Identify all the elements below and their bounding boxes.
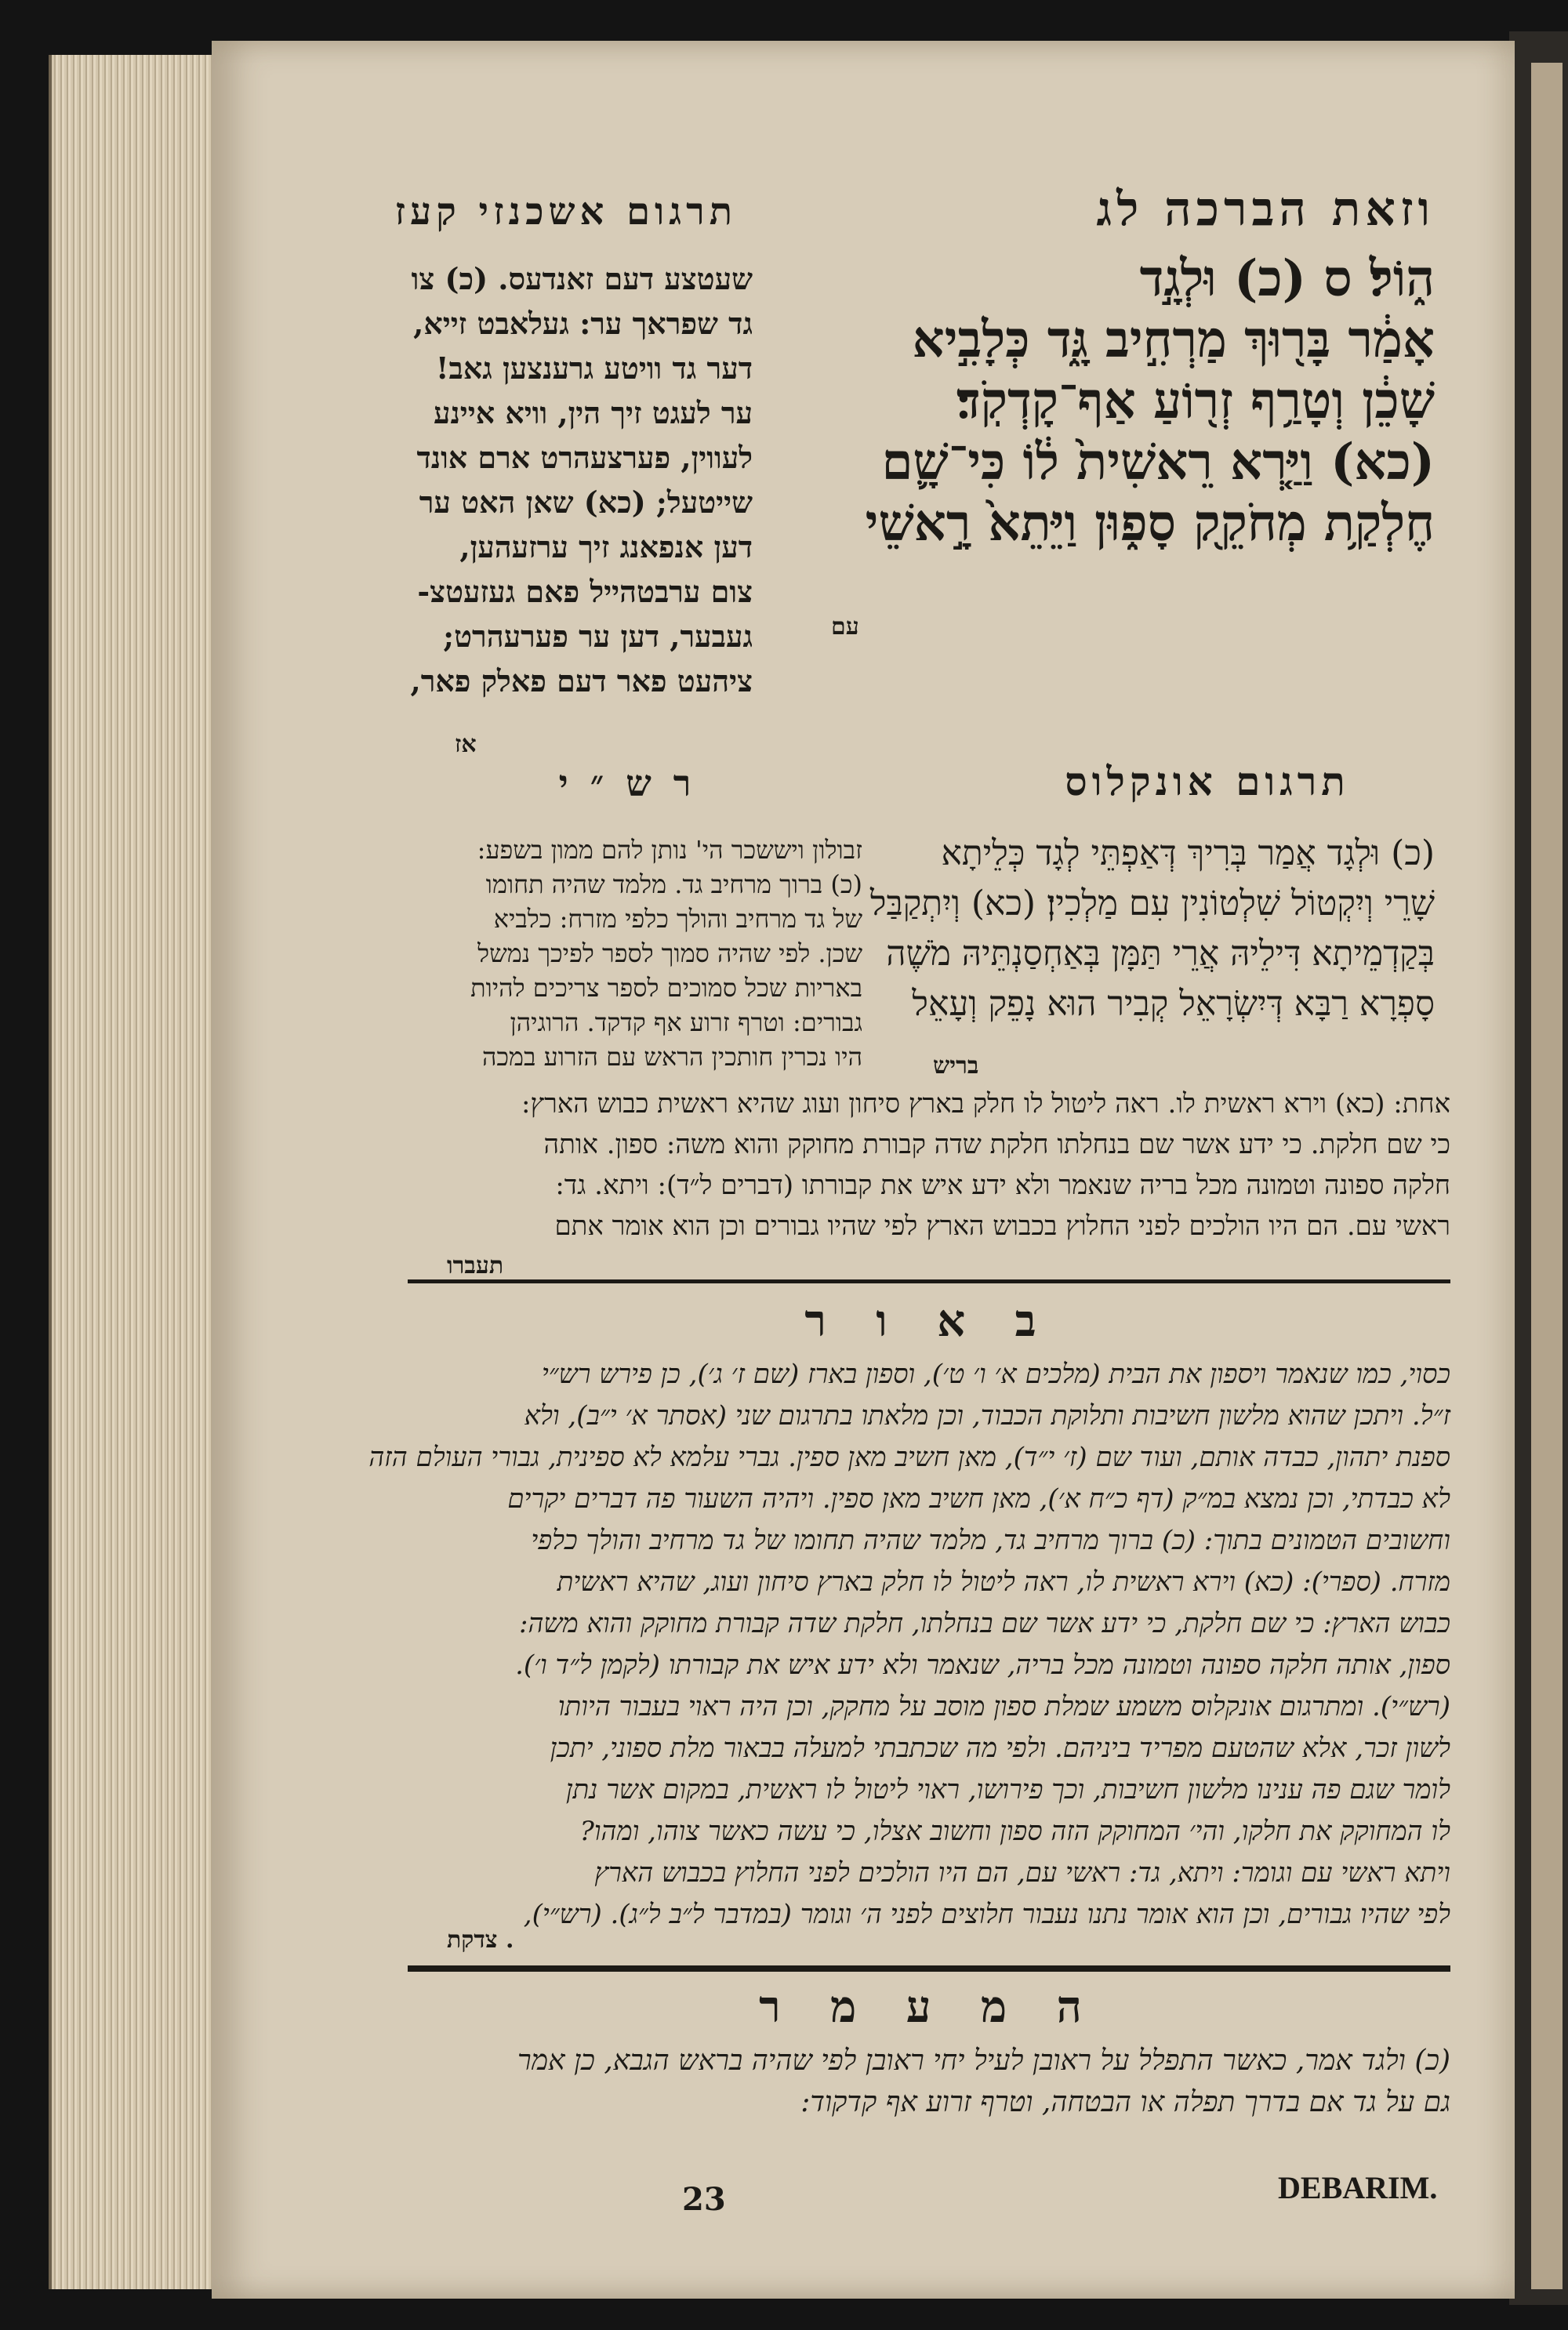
section-divider <box>408 1965 1450 1972</box>
hameamer-title: ה מ ע מ ר <box>759 1981 1099 2033</box>
yiddish-line: דער גד וויטע גרענצען גאב! <box>435 350 753 386</box>
beur-line: וחשובים הטמונים בתוך: (כ) ברוך מרחיב גד, מלמד שהיה תחומו של גד מרחיב והולך כלפי <box>531 1525 1450 1556</box>
book-page <box>212 41 1515 2299</box>
facing-page-edge <box>1531 63 1563 2289</box>
onkelos-title: תרגום אונקלוס <box>1065 758 1350 804</box>
rashi-line: כי שם חלקת. כי ידע אשר שם בנחלתו חלקת שדה קבורת מחוקק והוא משה: ספון. אותה <box>543 1129 1450 1160</box>
verse-line: חֶלְקַ֥ת מְחֹקֵ֖ק סָפ֑וּן וַיֵּתֵא֙ רָ֣אשֵׁי <box>865 494 1435 553</box>
rashi-line: של גד מרחיב והולך כלפי מזרח: כלביא <box>493 904 862 934</box>
page-number: 23 <box>682 2181 726 2218</box>
verse-catchword: עם <box>831 613 859 641</box>
beur-line: כבוש הארץ: כי שם חלקת, כי ידע אשר שם בנחלתו, חלקת שדה קבורת מחוקק והוא משה: <box>519 1608 1450 1639</box>
beur-title: ב א ו ר <box>804 1295 1054 1347</box>
onkelos-line: סָפְרָא רַבָּא דְּיִשְׂרָאֵל קְבִיר הוּא נָפֵק וְעָאֵל <box>912 984 1435 1024</box>
beur-catchword: צדקת . <box>447 1926 514 1954</box>
onkelos-line: שָׁרֵי וְיִקְטוֹל שִׁלְטוֹנִין עִם מַלְכִין׃ (כא) וְיִתְקַבַּל <box>869 884 1435 924</box>
yiddish-line: שייטעל; (כא) שאן האט ער <box>419 485 753 520</box>
rashi-line: חלקה ספונה וטמונה מכל בריה שנאמר ולא ידע איש את קבורתו (דברים ל״ד): ויתא. גד: <box>555 1170 1450 1201</box>
beur-line: (רש״י). ומתרגום אונקלוס משמע שמלת ספון מוסב על מחקק, וכן היה ראוי בעבור היותו <box>557 1691 1450 1722</box>
book-name: DEBARIM. <box>1278 2170 1438 2205</box>
verse-line: ה֑וֹל׃ ס (כ) וּלְגָ֣ד <box>1139 249 1435 308</box>
rashi-catchword: תעברו <box>447 1252 504 1279</box>
yiddish-column <box>368 256 753 703</box>
beur-line: כסוי, כמו שנאמר ויספון את הבית (מלכים א׳ ו׳ ט׳), וספון בארז (שם ז׳ ג׳), כן פירש רש״י <box>541 1359 1450 1390</box>
onkelos-line: בְּקַדְמֵיתָא דִּילֵיהּ אֲרֵי תַּמָּן בְּאַחְסַנְתֵּיהּ מֹשֶׁה <box>886 934 1435 974</box>
yiddish-line: גד שפראך ער: געלאבט זייא, <box>413 306 753 341</box>
yiddish-line: געבער, דען ער פערעהרט; <box>443 619 753 654</box>
beur-line: לא כבדתי, וכן נמצא במ״ק (דף כ״ח א׳), מאן חשיב מאן ספין. ויהיה השעור פה דברים יקרים <box>507 1483 1450 1515</box>
beur-line: מזרח. (ספרי): (כא) וירא ראשית לו, ראה ליטול לו חלק בארץ סיחון ועוג, שהיא ראשית <box>557 1566 1450 1598</box>
rashi-line: אחת: (כא) וירא ראשית לו. ראה ליטול לו חלק בארץ סיחון ועוג שהיא ראשית כבוש הארץ: <box>521 1088 1450 1120</box>
rashi-line: זבולון ויששכר הי' נותן להם ממון בשפע: <box>477 835 862 865</box>
rashi-line: שכן. לפי שהיה סמוך לספר לפיכך נמשל <box>477 938 862 968</box>
beur-line: ספון, אותה חלקה ספונה וטמונה מכל בריה, שנאמר ולא ידע איש את קבורתו (לקמן ל״ד ו׳). <box>515 1650 1450 1681</box>
beur-line: ויתא ראשי עם וגומר: ויתא, גד: ראשי עם, הם היו הולכים לפני החלוץ בכבוש הארץ <box>594 1857 1450 1889</box>
hameamer-block <box>408 2040 1450 2123</box>
header-left-title: תרגום אשכנזי קעז <box>394 190 737 234</box>
rashi-title: ר ש ״ י <box>558 762 696 804</box>
beur-line: ספנת יתהון, כבדה אותם, ועוד שם (ז׳ י״ד), מאן חשיב מאן ספין. גברי עלמא לא ספינית, גבורי העולם הזה <box>368 1442 1450 1473</box>
yiddish-line: דען אנפאנג זיך ערזעהען, <box>459 529 753 564</box>
rashi-full-width <box>408 1083 1450 1247</box>
section-divider <box>408 1279 1450 1283</box>
rashi-line: ראשי עם. הם היו הולכים לפני החלוץ בכבוש הארץ לפי שהיו גבורים וכן הוא אומר אתם <box>554 1210 1450 1242</box>
yiddish-line: לעווין, פערצעהרט ארם אונד <box>416 440 753 475</box>
verse-line: (כא) וַיַּ֤רְא רֵאשִׁית֙ ל֔וֹ כִּי־שָׁ֛ם <box>881 433 1435 492</box>
beur-block <box>368 1354 1450 1936</box>
yiddish-line: ער לעגט זיך הין, וויא איינע <box>433 395 753 430</box>
verse-line: אָמַ֔ר בָּר֖וּךְ מַרְחִ֣יב גָּ֑ד כְּלָבִ֣יא <box>912 310 1435 369</box>
beur-line: לו המחוקק את חלקו, והי׳ המחוקק הזה ספון וחשוב אצלו, כי עשה כאשר צוהו, ומהו? <box>579 1816 1450 1847</box>
verse-line: שָׁכֵ֔ן וְטָרַ֥ף זְר֖וֹעַ אַף־קָדְקֹֽד׃ <box>956 372 1435 430</box>
beur-line: לפי שהיו גבורים, וכן הוא אומר נתנו נעבור חלוצים לפני ה׳ וגומר (במדבר ל״ב ל״ג). (רש״י), <box>523 1899 1450 1930</box>
yiddish-line: צום ערבטהייל פאם געזעטצ- <box>417 574 753 609</box>
beur-line: לשון זכר, אלא שהטעם מפריד ביניהם. ולפי מה שכתבתי למעלה בבאור מלת ספוני, יתכן <box>550 1733 1450 1764</box>
yiddish-line: ציהעט פאר דעם פאלק פאר, <box>410 663 753 699</box>
yiddish-line: שעטצע דעם זאנדעס. (כ) צו <box>411 261 753 296</box>
rashi-line: גבורים: וטרף זרוע אף קדקד. הרוגיהן <box>510 1007 862 1037</box>
rashi-line: (כ) ברוך מרחיב גד. מלמד שהיה תחומו <box>485 869 862 899</box>
book-binding <box>1509 31 1568 2305</box>
verse-block <box>800 249 1435 554</box>
rashi-line: באריות שכל סמוכים לספר צריכים להיות <box>470 973 862 1003</box>
hameamer-line: (כ) ולגד אמר, כאשר התפלל על ראובן לעיל יחי ראובן לפי שהיה בראש הגבא, כן אמר <box>517 2045 1450 2077</box>
rashi-line: היו נכרין חותכין הראש עם הזרוע במכה <box>482 1042 862 1072</box>
header-right-title: וזאת הברכה לג <box>1096 182 1435 237</box>
yiddish-catchword: אז <box>455 731 477 758</box>
onkelos-catchword: בריש <box>933 1052 979 1080</box>
onkelos-block <box>869 829 1435 1029</box>
hameamer-line: גם על גד אם בדרך תפלה או הבטחה, וטרף זרוע אף קדקוד: <box>800 2086 1450 2118</box>
onkelos-line: (כ) וּלְגָד אֲמַר בְּרִיךְ דְּאַפְתֵּי לְגָד כְּלֵיתָא <box>941 833 1435 873</box>
beur-line: ז״ל. ויתכן שהוא מלשון חשיבות ותלוקת הכבוד, וכן מלאתו בתרגום שני (אסתר א׳ י״ב), ולא <box>524 1400 1450 1432</box>
beur-line: לומר שגם פה ענינו מלשון חשיבות, וכך פירושו, ראוי ליטול לו ראשית, במקום אשר נתן <box>565 1774 1450 1806</box>
rashi-column <box>408 833 862 1074</box>
